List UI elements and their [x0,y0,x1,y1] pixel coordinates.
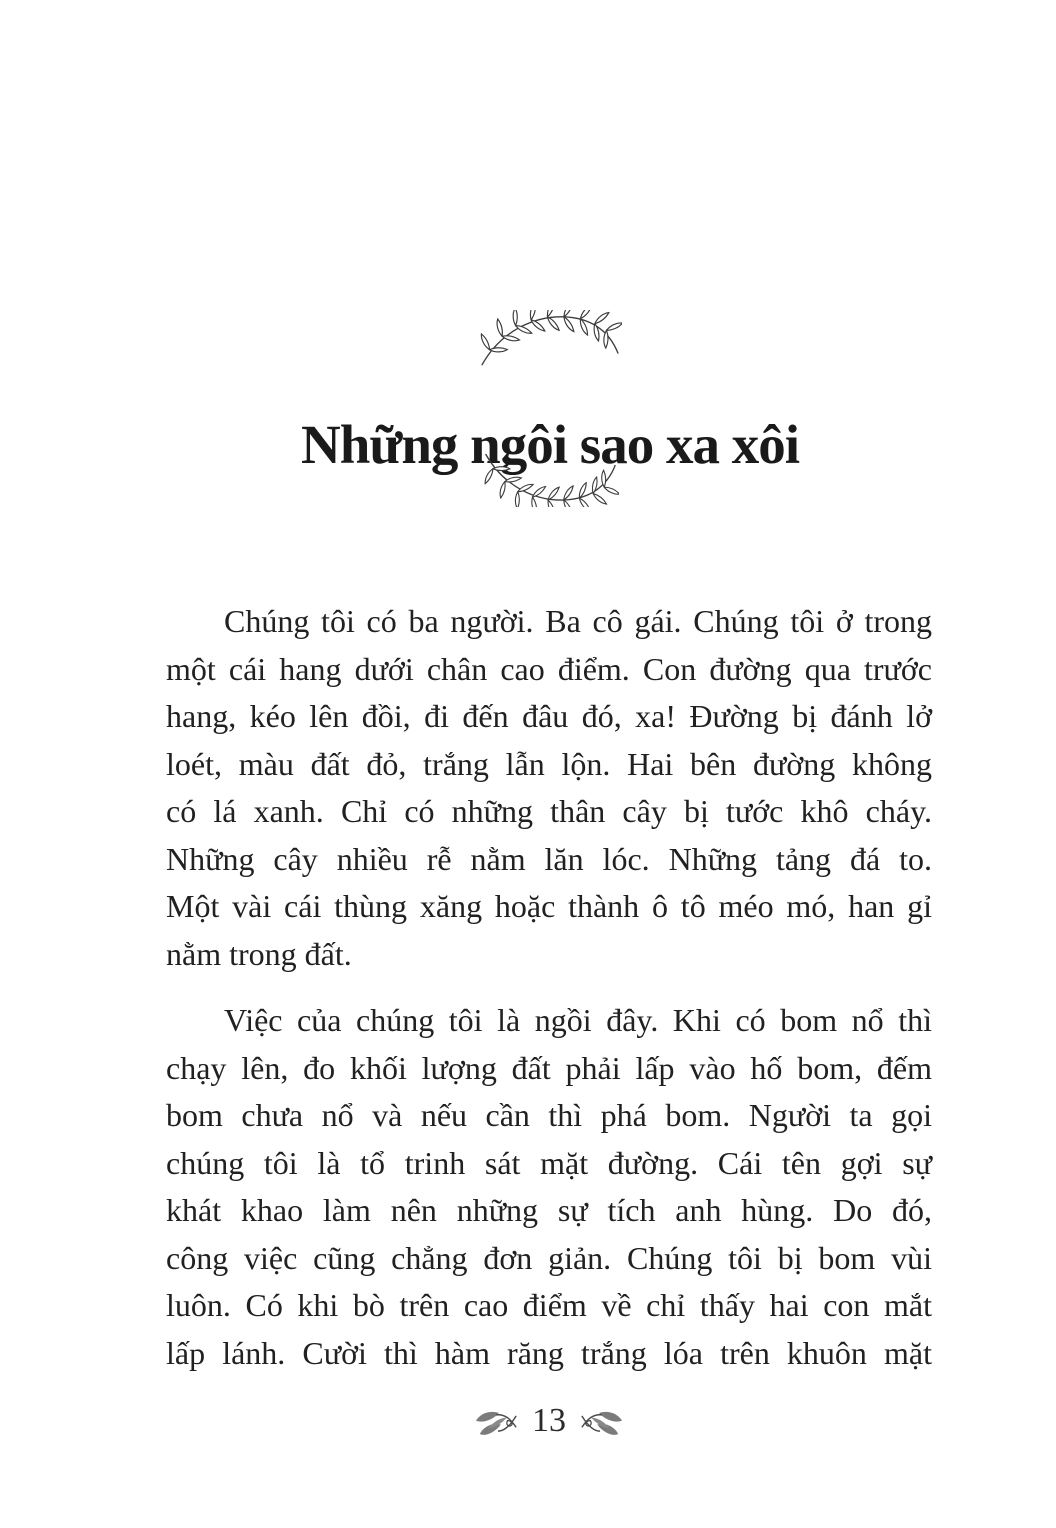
paragraph-line: có lá xanh. Chỉ có những thân cây bị tước khô cháy. [166,793,932,829]
paragraph-line: bom chưa nổ và nếu cần thì phá bom. Người ta gọi [166,1097,932,1133]
paragraph-line: một cái hang dưới chân cao điểm. Con đường qua trước [166,650,932,687]
leaf-sprig-left-icon [475,1408,519,1439]
paragraph-line: nằm trong đất. [166,935,352,972]
paragraph-line: Những cây nhiều rễ nằm lăn lóc. Những tảng đá to. [166,840,932,877]
laurel-bottom-ornament [481,447,619,507]
paragraph-line: luôn. Có khi bò trên cao điểm về chỉ thấy hai con mắt [166,1287,932,1323]
paragraph-line: khát khao làm nên những sự tích anh hùng. Do đó, [166,1192,932,1228]
page-number: 13 [532,1402,566,1439]
paragraph-line: chúng tôi là tổ trinh sát mặt đường. Cái tên gợi sự [166,1144,932,1181]
paragraph-line: lấp lánh. Cười thì hàm răng trắng lóa trên khuôn mặt [166,1334,932,1371]
laurel-top-ornament [477,310,622,372]
paragraph-line: loét, màu đất đỏ, trắng lẫn lộn. Hai bên đường không [166,745,932,782]
page-footer [166,1404,932,1442]
paragraph-line: hang, kéo lên đồi, đi đến đâu đó, xa! Đường bị đánh lở [166,698,932,734]
paragraph-2 [166,997,932,1377]
leaf-sprig-right-icon [579,1408,623,1439]
paragraph-line: chạy lên, đo khối lượng đất phải lấp vào hố bom, đếm [166,1049,932,1086]
paragraph-line: công việc cũng chẳng đơn giản. Chúng tôi bị bom vùi [166,1239,932,1276]
paragraph-line: Việc của chúng tôi là ngồi đây. Khi có bom nổ thì [224,1002,932,1038]
chapter-title: Những ngôi sao xa xôi [301,413,799,475]
paragraph-line: Một vài cái thùng xăng hoặc thành ô tô méo mó, han gỉ [166,888,932,924]
paragraph-1 [166,598,932,978]
body-text [166,598,932,1377]
paragraph-line: Chúng tôi có ba người. Ba cô gái. Chúng tôi ở trong [224,603,932,639]
